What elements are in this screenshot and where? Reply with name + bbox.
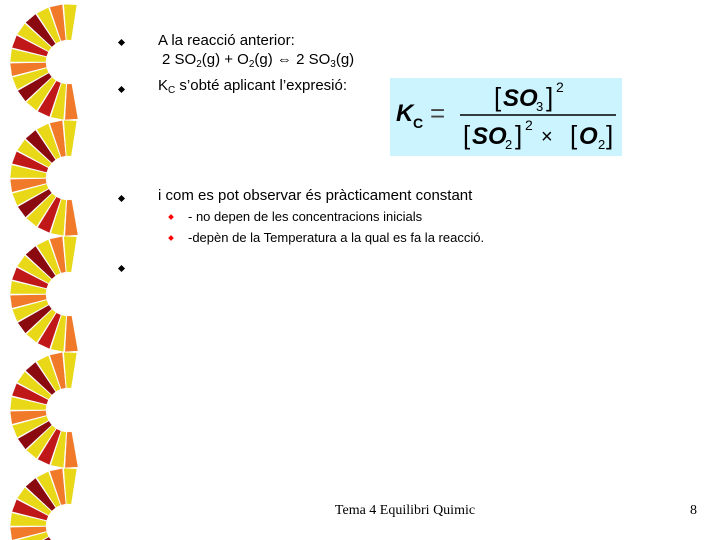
eq-part: (g): [254, 51, 277, 68]
den-species-1: SO: [472, 123, 507, 150]
num-species: SO: [503, 85, 538, 112]
eq-part: 2 SO: [162, 51, 197, 68]
eq-part: (g): [335, 51, 355, 68]
equilibrium-arrow: ⇔: [276, 51, 292, 68]
eq-part: 2 SO: [291, 51, 331, 68]
den-sub-2: 2: [598, 137, 606, 152]
subbullet-marker-1: [168, 214, 174, 220]
fan-segment: [65, 200, 78, 236]
den-bracket-open-2: [: [570, 120, 578, 150]
kc-formula: [390, 78, 622, 156]
bullet-text-2-rest: s’obté aplicant l’expresió:: [175, 77, 348, 94]
formula-k: K: [396, 100, 414, 127]
formula-equals: =: [430, 98, 446, 128]
den-bracket-open-1: [: [463, 120, 471, 150]
page-number: 8: [690, 503, 697, 518]
eq-part: (g) + O: [201, 51, 249, 68]
fan-segment: [65, 84, 78, 120]
subbullet-text-2: -depèn de la Temperatura a la qual es fa la reacció.: [188, 230, 485, 245]
fan-segment: [65, 432, 78, 468]
decorative-fan-border: [0, 0, 120, 540]
eq-sub: 3: [330, 59, 336, 70]
bullet-text-2: [158, 77, 347, 95]
times-sign: ×: [541, 126, 553, 148]
kc-symbol: K: [158, 77, 169, 94]
kc-formula-box: [390, 78, 622, 156]
num-sub: 3: [536, 99, 544, 114]
footer-title: Tema 4 Equilibri Quimic: [334, 503, 476, 518]
bullet-text-3: i com es pot observar és pràcticament constant: [158, 187, 473, 204]
bullet-text-1: A la reacció anterior:: [158, 32, 295, 49]
subbullet-text-1: - no depen de les concentracions inicials: [188, 209, 423, 224]
den-sub-1: 2: [505, 137, 513, 152]
eq-sub: 2: [248, 59, 255, 70]
den-bracket-close-1: ]: [515, 120, 523, 150]
den-species-2: O: [579, 123, 598, 150]
eq-sub: 2: [196, 59, 202, 70]
num-bracket-open: [: [494, 82, 502, 112]
kc-sub: C: [168, 85, 176, 96]
subbullet-marker-2: [168, 235, 174, 241]
den-bracket-close-2: ]: [606, 120, 614, 150]
fan-segment: [65, 316, 78, 352]
num-bracket-close: ]: [546, 82, 554, 112]
den-exp-1: 2: [525, 117, 533, 133]
formula-k-sub: C: [413, 115, 424, 131]
reaction-equation: [162, 51, 354, 69]
num-exp: 2: [556, 79, 564, 95]
